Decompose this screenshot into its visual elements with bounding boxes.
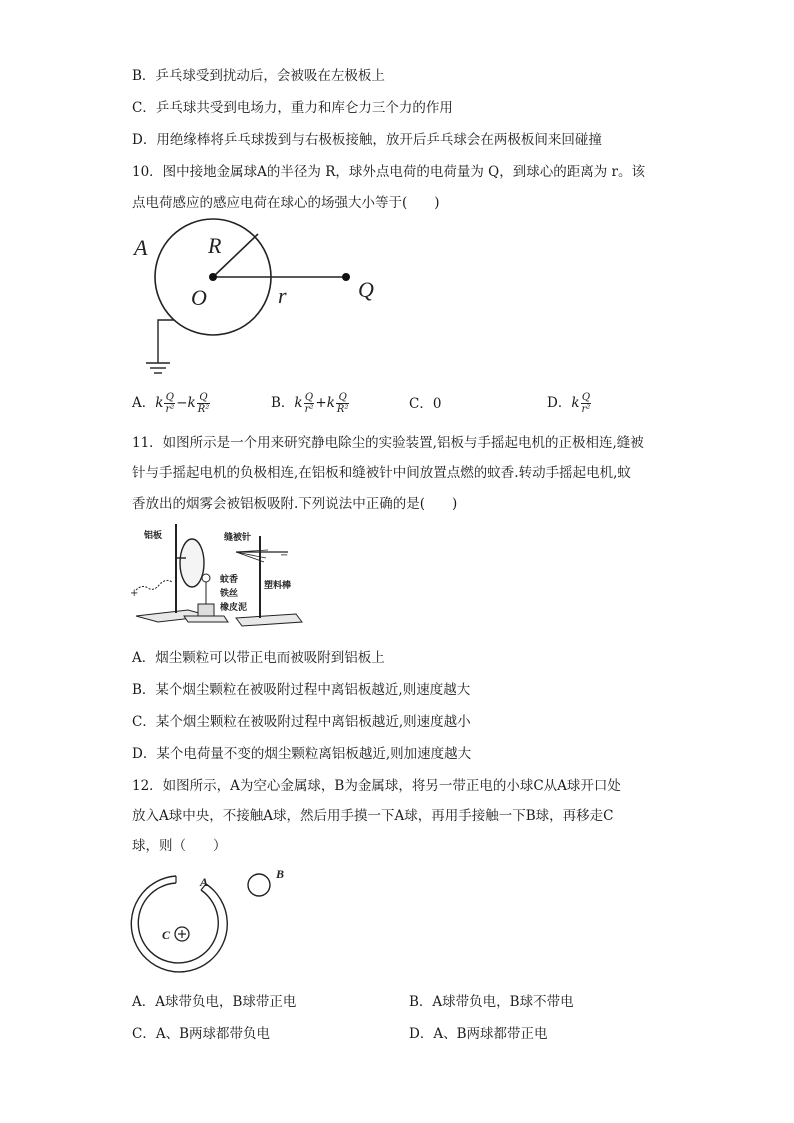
label-minus: − bbox=[280, 550, 289, 561]
center-point bbox=[209, 273, 217, 281]
q12-stem-line2: 放入A球中央，不接触A球，然后用手摸一下A球，再用手接触一下B球，再移走C bbox=[132, 808, 614, 824]
label-q: Q bbox=[358, 277, 374, 302]
wire-positive bbox=[136, 580, 172, 590]
q11-option-c: C．某个烟尘颗粒在被吸附过程中离铝板越近,则速度越小 bbox=[132, 714, 471, 730]
label-c: C bbox=[162, 928, 171, 942]
q10-stem-line2: 点电荷感应的感应电荷在球心的场强大小等于( ) bbox=[132, 195, 440, 211]
q11-option-d: D．某个电荷量不变的烟尘颗粒离铝板越近,则加速度越大 bbox=[132, 746, 472, 762]
clay-block bbox=[198, 604, 214, 616]
q10-option-c: C．0 bbox=[409, 396, 442, 412]
q12-figure-hollow-sphere bbox=[128, 862, 298, 984]
label-clay: 橡皮泥 bbox=[220, 603, 248, 613]
label-a: A bbox=[200, 875, 209, 889]
label-r-upper: R bbox=[208, 233, 222, 258]
label-aluminum-plate: 铝板 bbox=[144, 531, 163, 541]
ball-b bbox=[248, 874, 270, 896]
q12-stem-line3: 球，则（ ） bbox=[132, 838, 227, 854]
q10-option-b: B．k $\frac{Q}{\text{r²}}$ +k $\frac{Q}{\text{R²}}$ bbox=[271, 392, 349, 415]
q11-stem-line3: 香放出的烟雾会被铝板吸附.下列说法中正确的是( ) bbox=[132, 496, 458, 512]
hollow-sphere-a-inner bbox=[138, 883, 218, 963]
label-plastic-rod: 塑料棒 bbox=[264, 581, 292, 591]
label-b: B bbox=[276, 867, 285, 881]
q12-stem-line1: 12．如图所示，A为空心金属球，B为金属球，将另一带正电的小球C从A球开口处 bbox=[132, 778, 621, 794]
label-a: A bbox=[134, 235, 148, 260]
q9-option-c: C．乒乓球共受到电场力，重力和库仑力三个力的作用 bbox=[132, 100, 453, 116]
right-stand-base bbox=[236, 614, 302, 626]
incense-tip bbox=[202, 574, 210, 582]
point-charge-q bbox=[342, 273, 350, 281]
q10-figure-grounded-sphere bbox=[128, 215, 398, 385]
hollow-sphere-a-outer bbox=[131, 876, 227, 972]
label-o: O bbox=[191, 285, 207, 310]
label-needle: 缝被针 bbox=[224, 533, 252, 543]
small-base bbox=[184, 616, 228, 622]
label-iron-wire: 铁丝 bbox=[220, 589, 239, 599]
q11-option-a: A．烟尘颗粒可以带正电而被吸附到铝板上 bbox=[132, 650, 385, 666]
q12-option-c: C．A、B两球都带负电 bbox=[132, 1026, 270, 1042]
q10-stem-line1: 10．图中接地金属球A的半径为 R，球外点电荷的电荷量为 Q，到球心的距离为 r。该 bbox=[132, 164, 645, 180]
label-plus: + bbox=[130, 588, 139, 599]
q11-option-b: B．某个烟尘颗粒在被吸附过程中离铝板越近,则速度越大 bbox=[132, 682, 471, 698]
q9-option-d: D．用绝缘棒将乒乓球拨到与右极板接触，放开后乒乓球会在两极板间来回碰撞 bbox=[132, 132, 602, 148]
ground-wire bbox=[158, 320, 174, 363]
q12-option-a: A．A球带负电，B球带正电 bbox=[132, 994, 297, 1010]
q11-stem-line1: 11．如图所示是一个用来研究静电除尘的实验装置,铝板与手摇起电机的正极相连,缝被 bbox=[132, 435, 644, 451]
q10-option-d: D．k $\frac{Q}{\text{r²}}$ bbox=[547, 392, 591, 415]
q12-option-b: B．A球带负电，B球不带电 bbox=[409, 994, 574, 1010]
label-incense: 蚊香 bbox=[220, 575, 239, 585]
q10-option-a: A．k $\frac{Q}{\text{r²}}$ −k $\frac{Q}{\text{R²}}$ bbox=[132, 392, 210, 415]
q11-stem-line2: 针与手摇起电机的负极相连,在铝板和缝被针中间放置点燃的蚊香.转动手摇起电机,蚊 bbox=[132, 465, 631, 481]
q12-option-d: D．A、B两球都带正电 bbox=[409, 1026, 548, 1042]
aluminum-plate bbox=[180, 539, 204, 587]
q11-figure-dust-removal-apparatus bbox=[128, 518, 308, 640]
label-r-lower: r bbox=[278, 283, 287, 308]
q9-option-b: B．乒乓球受到扰动后，会被吸在左极板上 bbox=[132, 68, 385, 84]
